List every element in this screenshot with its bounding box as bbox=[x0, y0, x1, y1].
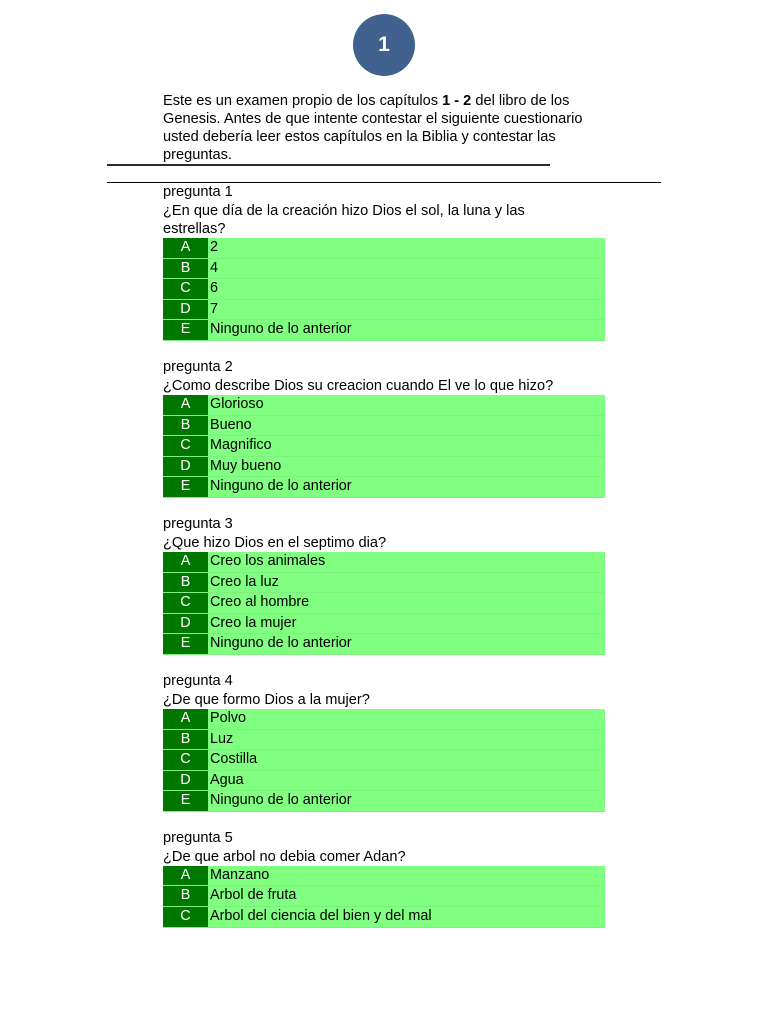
option-letter: C bbox=[163, 436, 208, 456]
option-letter: C bbox=[163, 593, 208, 613]
question-label: pregunta 3 bbox=[163, 515, 233, 532]
option-letter: D bbox=[163, 771, 208, 791]
option-letter: B bbox=[163, 259, 208, 279]
option-text: 7 bbox=[208, 300, 605, 320]
option-letter: B bbox=[163, 573, 208, 593]
option-letter: D bbox=[163, 300, 208, 320]
option-letter: A bbox=[163, 395, 208, 415]
question-4 bbox=[163, 672, 613, 812]
question-3 bbox=[163, 515, 613, 655]
option-text: Costilla bbox=[208, 750, 605, 770]
option-letter: B bbox=[163, 416, 208, 436]
option-letter: B bbox=[163, 886, 208, 906]
answer-option-b[interactable] bbox=[163, 886, 605, 907]
answer-option-e[interactable] bbox=[163, 791, 605, 812]
answer-option-a[interactable] bbox=[163, 709, 605, 730]
option-text: 2 bbox=[208, 238, 605, 258]
question-label: pregunta 2 bbox=[163, 358, 233, 375]
answer-option-c[interactable] bbox=[163, 593, 605, 614]
question-text: ¿De que arbol no debia comer Adan? bbox=[163, 848, 406, 865]
intro-paragraph bbox=[163, 92, 603, 164]
answer-option-b[interactable] bbox=[163, 416, 605, 437]
option-text: Ninguno de lo anterior bbox=[208, 634, 605, 654]
page-number: 1 bbox=[378, 33, 390, 56]
answer-option-c[interactable] bbox=[163, 750, 605, 771]
page-number-badge bbox=[353, 14, 415, 76]
option-text: 6 bbox=[208, 279, 605, 299]
option-text: Creo al hombre bbox=[208, 593, 605, 613]
option-text: Bueno bbox=[208, 416, 605, 436]
option-text: Creo la luz bbox=[208, 573, 605, 593]
question-text: ¿Que hizo Dios en el septimo dia? bbox=[163, 534, 387, 551]
answer-option-b[interactable] bbox=[163, 573, 605, 594]
option-text: Glorioso bbox=[208, 395, 605, 415]
option-letter: A bbox=[163, 866, 208, 886]
option-text: Creo los animales bbox=[208, 552, 605, 572]
option-letter: C bbox=[163, 907, 208, 927]
answer-option-d[interactable] bbox=[163, 457, 605, 478]
question-label: pregunta 5 bbox=[163, 829, 233, 846]
answer-option-d[interactable] bbox=[163, 771, 605, 792]
question-text: ¿De que formo Dios a la mujer? bbox=[163, 691, 370, 708]
option-text: Ninguno de lo anterior bbox=[208, 320, 605, 340]
answer-option-c[interactable] bbox=[163, 279, 605, 300]
answer-option-d[interactable] bbox=[163, 300, 605, 321]
question-5 bbox=[163, 829, 613, 928]
answer-option-c[interactable] bbox=[163, 907, 605, 928]
question-list bbox=[163, 183, 613, 945]
answer-option-a[interactable] bbox=[163, 395, 605, 416]
option-text: Arbol del ciencia del bien y del mal bbox=[208, 907, 605, 927]
answer-option-d[interactable] bbox=[163, 614, 605, 635]
question-text: ¿En que día de la creación hizo Dios el sol, la luna y las estrellas? bbox=[163, 203, 525, 237]
divider-thick bbox=[107, 164, 550, 166]
intro-chapters: 1 - 2 bbox=[442, 93, 472, 109]
option-letter: D bbox=[163, 614, 208, 634]
answer-option-c[interactable] bbox=[163, 436, 605, 457]
answer-option-b[interactable] bbox=[163, 730, 605, 751]
option-text: Muy bueno bbox=[208, 457, 605, 477]
option-text: Agua bbox=[208, 771, 605, 791]
answer-option-b[interactable] bbox=[163, 259, 605, 280]
option-text: Creo la mujer bbox=[208, 614, 605, 634]
answer-options bbox=[163, 552, 605, 655]
option-text: Ninguno de lo anterior bbox=[208, 477, 605, 497]
answer-option-e[interactable] bbox=[163, 634, 605, 655]
option-letter: E bbox=[163, 477, 208, 497]
option-text: Luz bbox=[208, 730, 605, 750]
option-text: Polvo bbox=[208, 709, 605, 729]
option-text: Manzano bbox=[208, 866, 605, 886]
option-letter: E bbox=[163, 634, 208, 654]
answer-options bbox=[163, 709, 605, 812]
option-text: Arbol de fruta bbox=[208, 886, 605, 906]
option-text: Magnifico bbox=[208, 436, 605, 456]
option-letter: D bbox=[163, 457, 208, 477]
answer-option-a[interactable] bbox=[163, 866, 605, 887]
option-letter: E bbox=[163, 791, 208, 811]
answer-option-a[interactable] bbox=[163, 238, 605, 259]
option-text: Ninguno de lo anterior bbox=[208, 791, 605, 811]
question-1 bbox=[163, 183, 613, 341]
answer-option-e[interactable] bbox=[163, 320, 605, 341]
option-letter: C bbox=[163, 750, 208, 770]
answer-option-a[interactable] bbox=[163, 552, 605, 573]
option-letter: A bbox=[163, 709, 208, 729]
option-letter: A bbox=[163, 238, 208, 258]
option-letter: B bbox=[163, 730, 208, 750]
intro-text-before: Este es un examen propio de los capítulos bbox=[163, 93, 443, 109]
answer-options bbox=[163, 395, 605, 498]
option-text: 4 bbox=[208, 259, 605, 279]
option-letter: A bbox=[163, 552, 208, 572]
intro-text-after: del libro de los Genesis. Antes de que intente contestar el siguiente cuestionario usted debería leer estos capítulos en la Biblia y contestar las preguntas. bbox=[163, 93, 583, 163]
answer-options bbox=[163, 866, 605, 928]
option-letter: C bbox=[163, 279, 208, 299]
answer-option-e[interactable] bbox=[163, 477, 605, 498]
question-text: ¿Como describe Dios su creacion cuando El ve lo que hizo? bbox=[163, 377, 554, 394]
question-label: pregunta 4 bbox=[163, 672, 233, 689]
question-label: pregunta 1 bbox=[163, 184, 233, 200]
option-letter: E bbox=[163, 320, 208, 340]
answer-options bbox=[163, 238, 605, 341]
question-2 bbox=[163, 358, 613, 498]
